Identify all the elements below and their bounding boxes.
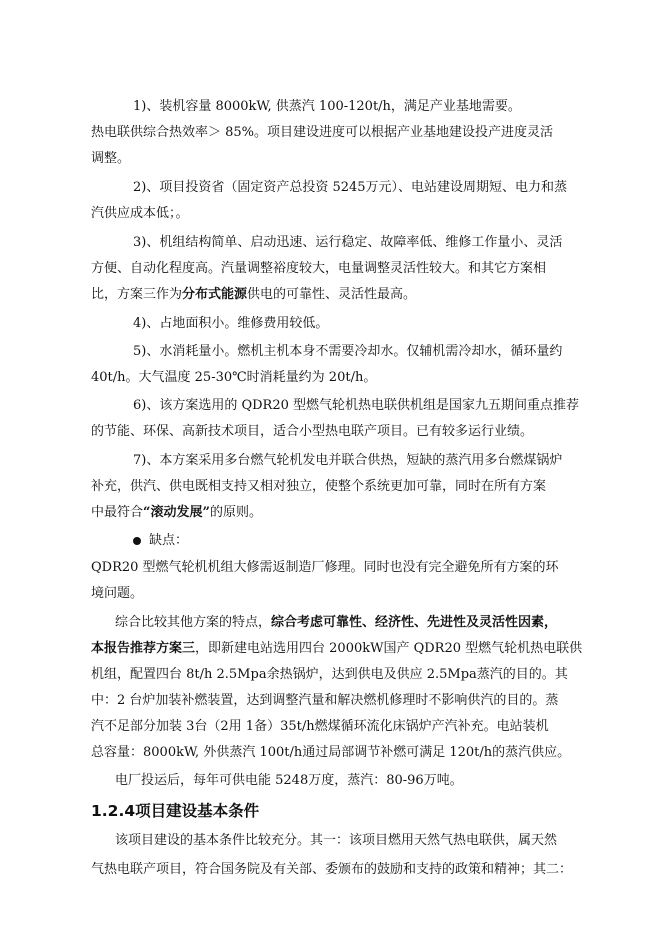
summary-bold-recommend: 本报告推荐方案三 bbox=[91, 641, 196, 656]
item-7-text-c: 的原则。 bbox=[209, 505, 262, 520]
item-7-line-2: 补充，供汽、供电既相支持又相对独立，使整个系统更加可靠，同时在所有方案 bbox=[91, 479, 547, 494]
summary-line-5: 汽不足部分加装 3台（2用 1备）35t/h燃煤循环流化床锅炉产汽补充。电站装机 bbox=[91, 719, 549, 734]
section-heading: 1.2.4项目建设基本条件 bbox=[91, 802, 260, 820]
item-7-line-1: 7)、本方案采用多台燃气轮机发电并联合供热，短缺的蒸汽用多台燃煤锅炉 bbox=[133, 453, 563, 468]
item-7-bold-term: “滚动发展” bbox=[143, 505, 210, 520]
summary-line-1 bbox=[115, 610, 557, 636]
item-7-text-a: 中最符合 bbox=[91, 505, 144, 520]
item-2-line-1: 2)、项目投资省（固定资产总投资 5245万元）、电站建设周期短、电力和蒸 bbox=[133, 180, 568, 195]
item-3-text-a: 比，方案三作为 bbox=[91, 287, 183, 302]
summary-line-7: 电厂投运后，每年可供电能 5248万度，蒸汽：80-96万吨。 bbox=[115, 773, 463, 788]
item-5-line-1: 5)、水消耗量小。燃机主机本身不需要冷却水。仅辅机需冷却水，循环量约 bbox=[133, 344, 563, 359]
item-3-line-2: 方便、自动化程度高。汽量调整裕度较大，电量调整灵活性较大。和其它方案相 bbox=[91, 261, 547, 276]
item-1-line-3: 调整。 bbox=[91, 151, 131, 166]
cons-label-line bbox=[133, 528, 188, 554]
item-3-bold-term: 分布式能源 bbox=[182, 287, 248, 302]
summary-text-b: ，即新建电站选用四台 2000kW国产 QDR20 型燃气轮机热电联供 bbox=[195, 641, 583, 656]
summary-text-a: 综合比较其他方案的特点， bbox=[115, 615, 272, 630]
summary-bold-criteria: 综合考虑可靠性、经济性、先进性及灵活性因素， bbox=[271, 615, 558, 630]
item-6-line-2: 的节能、环保、高新技术项目，适合小型热电联产项目。已有较多运行业绩。 bbox=[91, 424, 534, 439]
item-1-line-2: 热电联供综合热效率＞ 85%。项目建设进度可以根据产业基地建设投产进度灵活 bbox=[91, 125, 554, 140]
summary-line-6: 总容量：8000kW, 外供蒸汽 100t/h通过局部调节补燃可满足 120t/h的蒸汽供应。 bbox=[91, 745, 571, 760]
item-3-line-3 bbox=[91, 282, 416, 308]
item-4-line-1: 4)、占地面积小。维修费用较低。 bbox=[133, 316, 329, 331]
item-3-line-1: 3)、机组结构简单、启动迅速、运行稳定、故障率低、维修工作量小、灵活 bbox=[133, 235, 563, 250]
section-line-1: 该项目建设的基本条件比较充分。其一：该项目燃用天然气热电联供，属天然 bbox=[115, 833, 558, 848]
item-5-line-2: 40t/h。大气温度 25-30℃时消耗量约为 20t/h。 bbox=[91, 370, 377, 385]
item-6-line-1: 6)、该方案选用的 QDR20 型燃气轮机热电联供机组是国家九五期间重点推荐 bbox=[133, 398, 580, 413]
section-line-2: 气热电联产项目，符合国务院及有关部、委颁布的鼓励和支持的政策和精神；其二： bbox=[91, 862, 573, 877]
bullet-icon bbox=[133, 537, 141, 545]
summary-line-2 bbox=[91, 636, 582, 662]
cons-label: 缺点： bbox=[149, 533, 189, 548]
cons-line-1: QDR20 型燃气轮机机组大修需返制造厂修理。同时也没有完全避免所有方案的环 bbox=[91, 560, 559, 575]
cons-line-2: 境问题。 bbox=[91, 586, 144, 601]
summary-line-4: 中：2 台炉加装补燃装置，达到调整汽量和解决燃机修理时不影响供汽的目的。蒸 bbox=[91, 693, 559, 708]
item-1-line-1: 1)、装机容量 8000kW, 供蒸汽 100-120t/h，满足产业基地需要。 bbox=[133, 99, 521, 114]
item-7-line-3 bbox=[91, 500, 262, 526]
summary-line-3: 机组，配置四台 8t/h 2.5Mpa余热锅炉，达到供电及供应 2.5Mpa蒸汽的目的。其 bbox=[91, 667, 568, 682]
item-2-line-2: 汽供应成本低；。 bbox=[91, 206, 189, 221]
item-3-text-c: 供电的可靠性、灵活性最高。 bbox=[247, 287, 417, 302]
